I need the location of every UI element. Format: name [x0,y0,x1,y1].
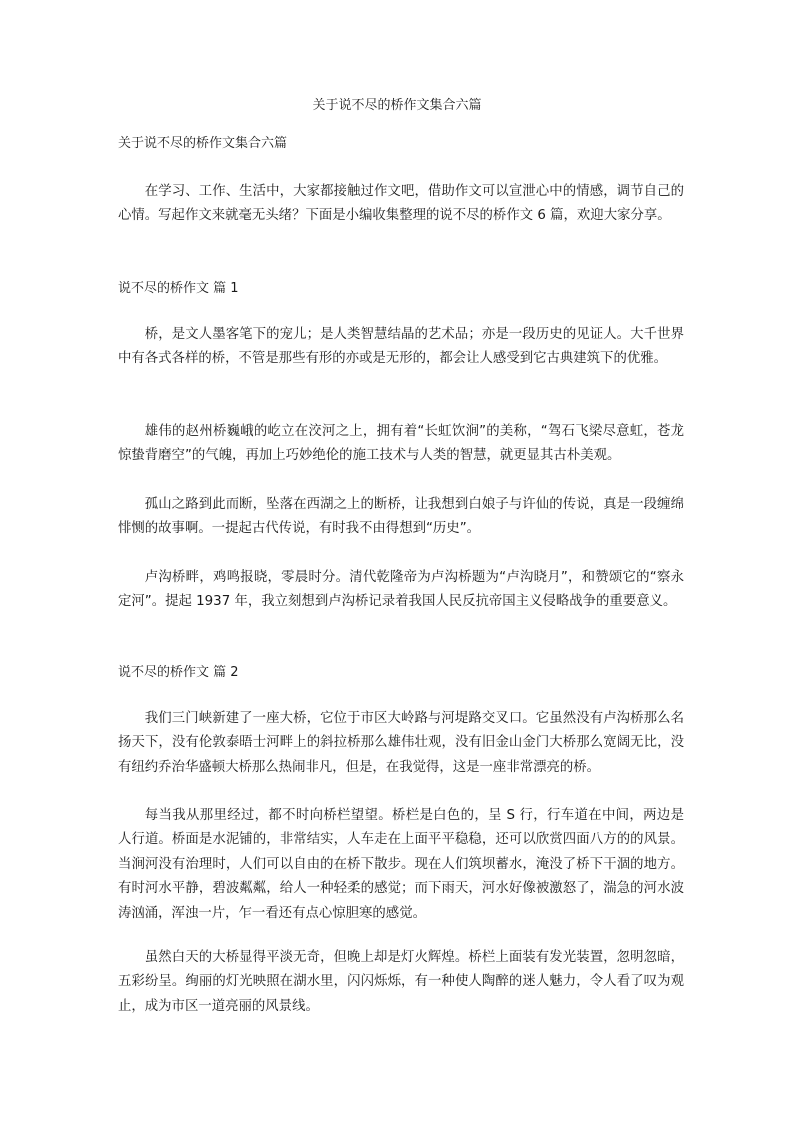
body-paragraph: 虽然白天的大桥显得平淡无奇，但晚上却是灯火辉煌。桥栏上面装有发光装置，忽明忽暗，五彩纷呈。绚丽的灯光映照在湖水里，闪闪烁烁，有一种使人陶醉的迷人魅力，令人看了叹为观止，成为市区一道亮丽的风景线。 [118,950,684,1014]
section-2-paragraph-3 [118,946,684,1019]
document-title: 关于说不尽的桥作文集合六篇 [312,98,482,113]
section-2-heading-block [118,663,684,683]
intro-paragraph: 在学习、工作、生活中，大家都接触过作文吧，借助作文可以宣泄心中的情感，调节自己的心情。写起作文来就毫无头绪？下面是小编收集整理的说不尽的桥作文 6 篇，欢迎大家分享。 [118,184,684,224]
body-paragraph: 每当我从那里经过，都不时向桥栏望望。桥栏是白色的，呈 S 行，行车道在中间，两边是人行道。桥面是水泥铺的，非常结实，人车走在上面平平稳稳，还可以欣赏四面八方的的风景。当涧河没有治理时，人们可以自由的在桥下散步。现在人们筑坝蓄水，淹没了桥下干涸的地方。有时河水平静，碧波粼粼，给人一种轻柔的感觉；而下雨天，河水好像被激怒了，湍急的河水波涛汹涌，浑浊一片，乍一看还有点心惊胆寒的感觉。 [118,808,684,921]
section-1-paragraph-4 [118,566,684,615]
section-heading: 说不尽的桥作文 篇 1 [118,281,239,296]
section-2-paragraph-2 [118,804,684,926]
section-heading: 说不尽的桥作文 篇 2 [118,665,239,680]
body-paragraph: 孤山之路到此而断，坠落在西湖之上的断桥，让我想到白娘子与许仙的传说，真是一段缠绵悱恻的故事啊。一提起古代传说，有时我不由得想到“历史”。 [118,497,684,537]
body-paragraph: 桥，是文人墨客笔下的宠儿；是人类智慧结晶的艺术品；亦是一段历史的见证人。大千世界中有各式各样的桥，不管是那些有形的亦或是无形的，都会让人感受到它古典建筑下的优雅。 [118,327,684,367]
section-1-paragraph-2 [118,420,684,469]
section-1-paragraph-3 [118,493,684,542]
section-1-paragraph-1 [118,323,684,372]
body-paragraph: 雄伟的赵州桥巍峨的屹立在洨河之上，拥有着“长虹饮涧”的美称，“驾石飞梁尽意虹，苍龙惊蛰背磨空”的气魄，再加上巧妙绝伦的施工技术与人类的智慧，就更显其古朴美观。 [118,424,684,464]
body-paragraph: 卢沟桥畔，鸡鸣报晓，零晨时分。清代乾隆帝为卢沟桥题为“卢沟晓月”，和赞颂它的“察永定河”。提起 1937 年，我立刻想到卢沟桥记录着我国人民反抗帝国主义侵略战争的重要意义。 [118,570,684,610]
body-paragraph: 我们三门峡新建了一座大桥，它位于市区大岭路与河堤路交叉口。它虽然没有卢沟桥那么名扬天下，没有伦敦泰晤士河畔上的斜拉桥那么雄伟壮观，没有旧金山金门大桥那么宽阔无比，没有纽约乔治华盛顿大桥那么热闹非凡，但是，在我觉得，这是一座非常漂亮的桥。 [118,711,684,775]
document-subtitle: 关于说不尽的桥作文集合六篇 [118,136,288,151]
intro-block [118,180,684,229]
section-1-heading-block [118,279,684,299]
section-2-paragraph-1 [118,707,684,780]
